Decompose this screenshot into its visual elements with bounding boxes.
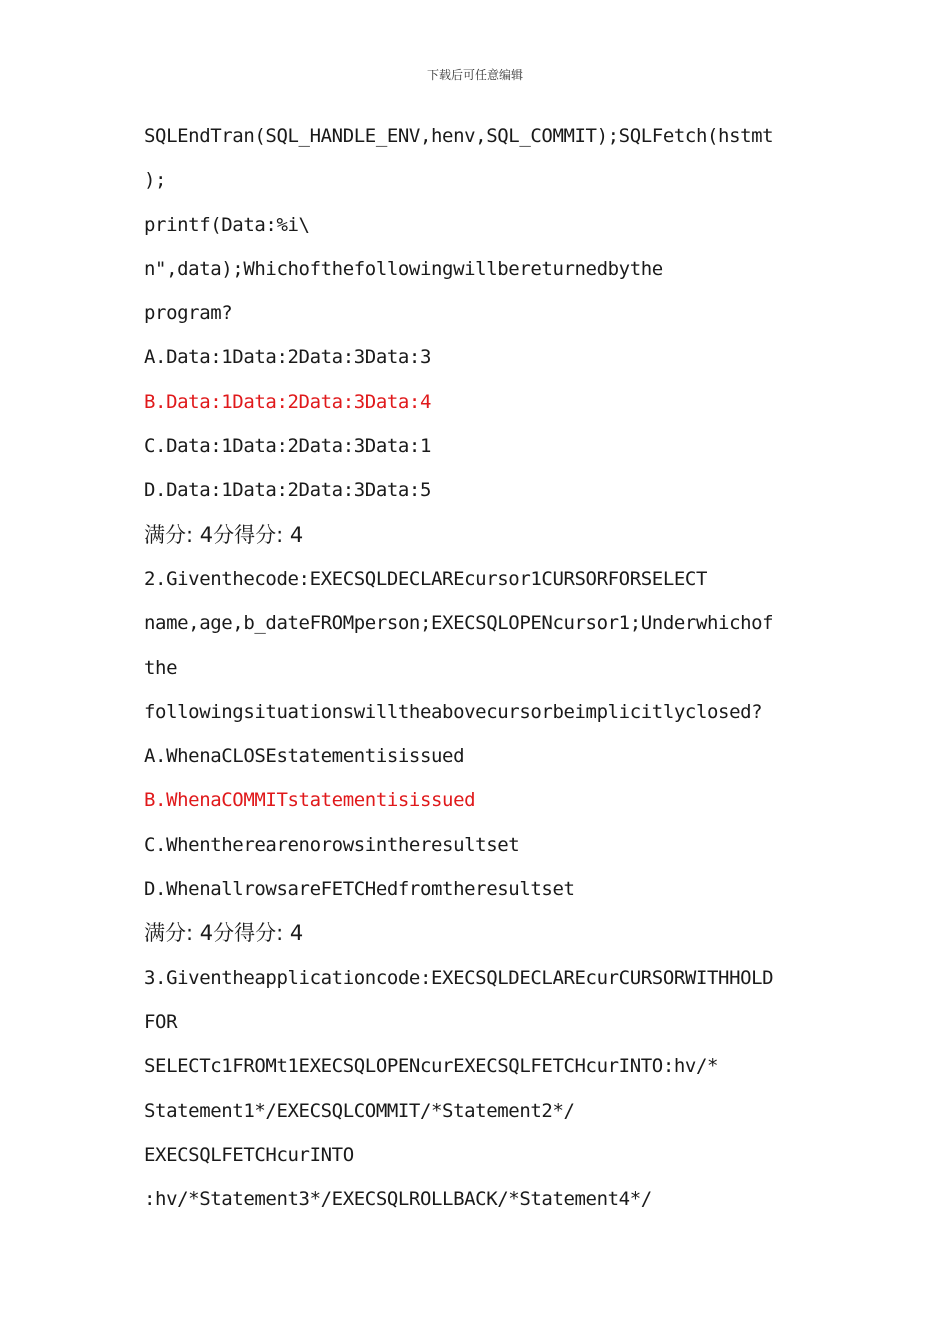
question-text: n",data);Whichofthefollowingwillbereturnedbythe [144, 257, 663, 280]
option-d: D.Data:1Data:2Data:3Data:5 [144, 479, 432, 502]
document-body [144, 119, 834, 1226]
question-text: program? [144, 302, 233, 325]
option-b-correct: B.Data:1Data:2Data:3Data:4 [144, 390, 432, 413]
question-text: the [144, 656, 178, 679]
page-header: 下载后可任意编辑 [426, 68, 523, 82]
code-line: SQLEndTran(SQL_HANDLE_ENV,henv,SQL_COMMIT);SQLFetch(hstmt [144, 125, 774, 147]
question-text: 2.Giventhecode:EXECSQLDECLAREcursor1CURSORFORSELECT [144, 567, 707, 590]
option-c: C.Data:1Data:2Data:3Data:1 [144, 435, 432, 458]
code-line: ); [144, 169, 167, 192]
question-text: 3.Giventheapplicationcode:EXECSQLDECLAREcurCURSORWITHHOLD [144, 966, 774, 989]
score-line: 满分: 4分得分: 4 [144, 522, 304, 547]
code-line: SELECTc1FROMt1EXECSQLOPENcurEXECSQLFETCHcurINTO:hv/* [144, 1055, 719, 1078]
option-a: A.Data:1Data:2Data:3Data:3 [144, 346, 432, 369]
question-text: FOR [144, 1010, 178, 1033]
option-b-correct: B.WhenaCOMMITstatementisissued [144, 789, 476, 812]
question-text: followingsituationswilltheabovecursorbeimplicitlyclosed? [144, 700, 763, 723]
code-line: EXECSQLFETCHcurINTO [144, 1143, 354, 1166]
code-line: :hv/*Statement3*/EXECSQLROLLBACK/*Statement4*/ [144, 1188, 652, 1211]
code-line: Statement1*/EXECSQLCOMMIT/*Statement2*/ [144, 1099, 575, 1122]
code-line: printf(Data:%i\ [144, 213, 310, 236]
option-c: C.Whentherearenorowsintheresultset [144, 833, 520, 856]
option-a: A.WhenaCLOSEstatementisissued [144, 745, 465, 768]
question-text: name,age,b_dateFROMperson;EXECSQLOPENcursor1;Underwhichof [144, 612, 774, 635]
score-line: 满分: 4分得分: 4 [144, 921, 304, 946]
option-d: D.WhenallrowsareFETCHedfromtheresultset [144, 878, 575, 901]
